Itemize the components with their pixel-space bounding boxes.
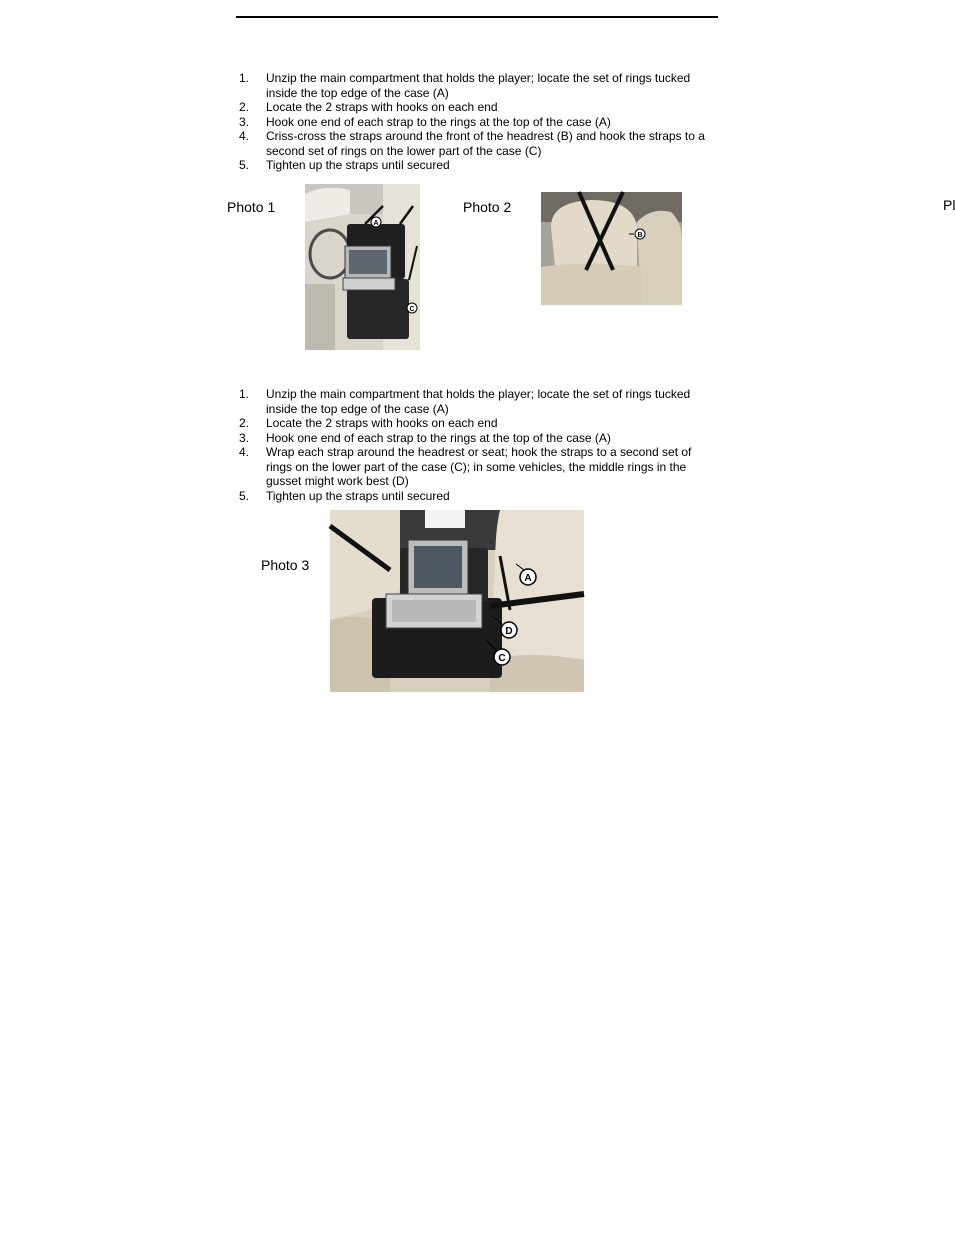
- step-number: 5.: [239, 158, 250, 172]
- marker-b-callout: [635, 229, 645, 239]
- list-item: [236, 115, 716, 130]
- list-item: [236, 158, 716, 173]
- list-item: [236, 387, 716, 416]
- step-number: 5.: [239, 488, 250, 503]
- photo-1-illustration: [305, 184, 420, 350]
- step-number: 3.: [239, 430, 250, 445]
- step-number: 4.: [239, 445, 250, 459]
- marker-c-callout: [407, 303, 417, 313]
- step-text: Wrap each strap around the headrest or seat; hook the straps to a second set of rings on the lower part of the case (C); in some vehicles, the middle rings in the gusset might work best (D): [266, 445, 692, 488]
- photo-2-image: [541, 192, 682, 305]
- step-number: 2.: [239, 100, 250, 114]
- marker-b-label: B: [637, 232, 643, 239]
- list-item: [236, 445, 716, 489]
- step-text: Unzip the main compartment that holds the player; locate the set of rings tucked inside the top edge of the case (A): [266, 71, 691, 100]
- list-item: [236, 129, 716, 158]
- step-text: Hook one end of each strap to the rings at the top of the case (A): [266, 114, 611, 129]
- step-text: Locate the 2 straps with hooks on each end: [266, 416, 498, 430]
- step-text: Criss-cross the straps around the front of the headrest (B) and hook the straps to a second set of rings on the lower part of the case (C): [266, 129, 705, 158]
- list-item: [236, 431, 716, 446]
- marker-c-label: C: [498, 653, 506, 664]
- step-text: Hook one end of each strap to the rings at the top of the case (A): [266, 430, 611, 445]
- step-number: 2.: [239, 416, 250, 430]
- photo-3-label: Photo 3: [261, 557, 310, 573]
- list-item: [236, 71, 716, 100]
- step-number: 3.: [239, 114, 250, 129]
- photo-1-label: Photo 1: [227, 199, 276, 215]
- step-number: 1.: [239, 387, 250, 401]
- marker-a-label: A: [373, 220, 379, 227]
- photo-label-cut: Pl: [943, 197, 955, 213]
- photo-3-image: [330, 510, 584, 692]
- step-number: 4.: [239, 129, 250, 143]
- photo-2-illustration: [541, 192, 682, 305]
- list-item: [236, 100, 716, 115]
- photo-3-illustration: [330, 510, 584, 692]
- list-item: [236, 489, 716, 504]
- photo-1-image: [305, 184, 420, 350]
- marker-d-label: D: [505, 626, 513, 637]
- list-item: [236, 416, 716, 431]
- marker-a-label: A: [524, 573, 532, 584]
- step-text: Tighten up the straps until secured: [266, 488, 450, 503]
- step-text: Locate the 2 straps with hooks on each end: [266, 100, 498, 114]
- top-rule: [236, 16, 718, 18]
- instructions-list-criss-cross: [236, 71, 716, 173]
- marker-c-label: C: [409, 306, 415, 313]
- photo-2-label: Photo 2: [463, 199, 512, 215]
- step-text: Unzip the main compartment that holds the player; locate the set of rings tucked inside the top edge of the case (A): [266, 387, 691, 416]
- instructions-list-wrap: [236, 387, 716, 503]
- step-text: Tighten up the straps until secured: [266, 158, 450, 172]
- step-number: 1.: [239, 71, 250, 85]
- marker-a-callout: [520, 569, 536, 585]
- marker-c-callout: [494, 649, 510, 665]
- marker-a-callout: [371, 217, 381, 227]
- marker-d-callout: [501, 622, 517, 638]
